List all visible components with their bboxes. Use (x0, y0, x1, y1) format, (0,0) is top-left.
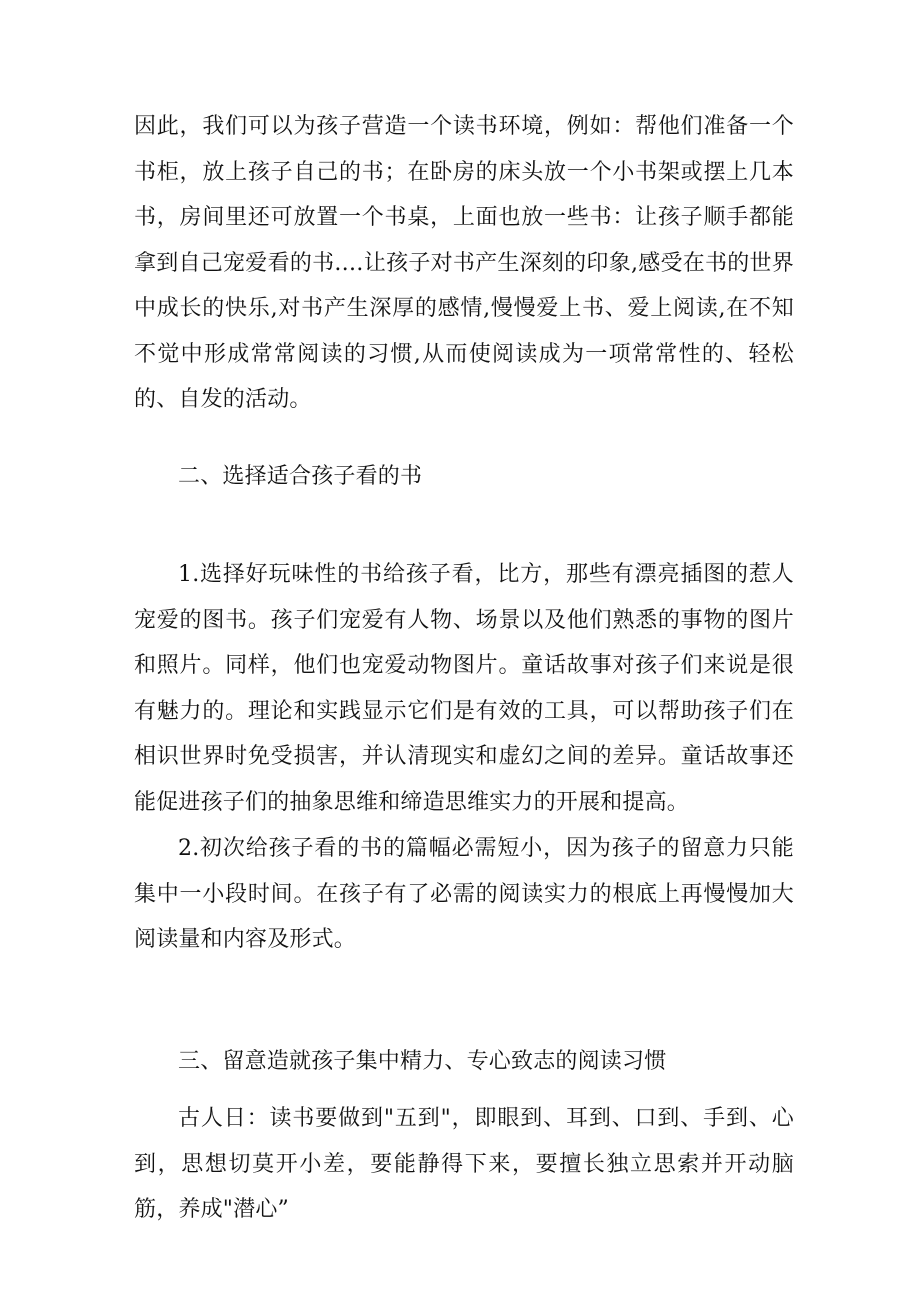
section-2-item-1: 1.选择好玩味性的书给孩子看，比方，那些有漂亮插图的惹人宠爱的图书。孩子们宠爱有人物、场景以及他们熟悉的事物的图片和照片。同样，他们也宠爱动物图片。童话故事对孩子们来说是很有魅力的。理论和实践显示它们是有效的工具，可以帮助孩子们在相识世界时免受损害，并认清现实和虚幻之间的差异。童话故事还能促进孩子们的抽象思维和缔造思维实力的开展和提高。 (134, 562, 794, 815)
intro-paragraph: 因此，我们可以为孩子营造一个读书环境，例如：帮他们准备一个书柜，放上孩子自己的书；在卧房的床头放一个小书架或摆上几本书，房间里还可放置一个书桌，上面也放一些书：让孩子顺手都能拿到自己宠爱看的书.…让孩子对书产生深刻的印象,感受在书的世界中成长的快乐,对书产生深厚的感情,慢慢爱上书、爱上阅读,在不知不觉中形成常常阅读的习惯,从而使阅读成为一项常常性的、轻松的、自发的活动。 (134, 114, 794, 412)
section-2-item-2: 2.初次给孩子看的书的篇幅必需短小，因为孩子的留意力只能集中一小段时间。在孩子有了必需的阅读实力的根底上再慢慢加大阅读量和内容及形式。 (134, 836, 794, 952)
section-3-paragraph: 古人日：读书要做到"五到"，即眼到、耳到、口到、手到、心到，思想切莫开小差，要能静得下来，要擅长独立思索并开动脑筋，养成"潜心” (134, 1106, 794, 1222)
section-heading-2: 二、选择适合孩子看的书 (178, 464, 423, 489)
section-heading-3: 三、留意造就孩子集中精力、专心致志的阅读习惯 (178, 1049, 667, 1074)
